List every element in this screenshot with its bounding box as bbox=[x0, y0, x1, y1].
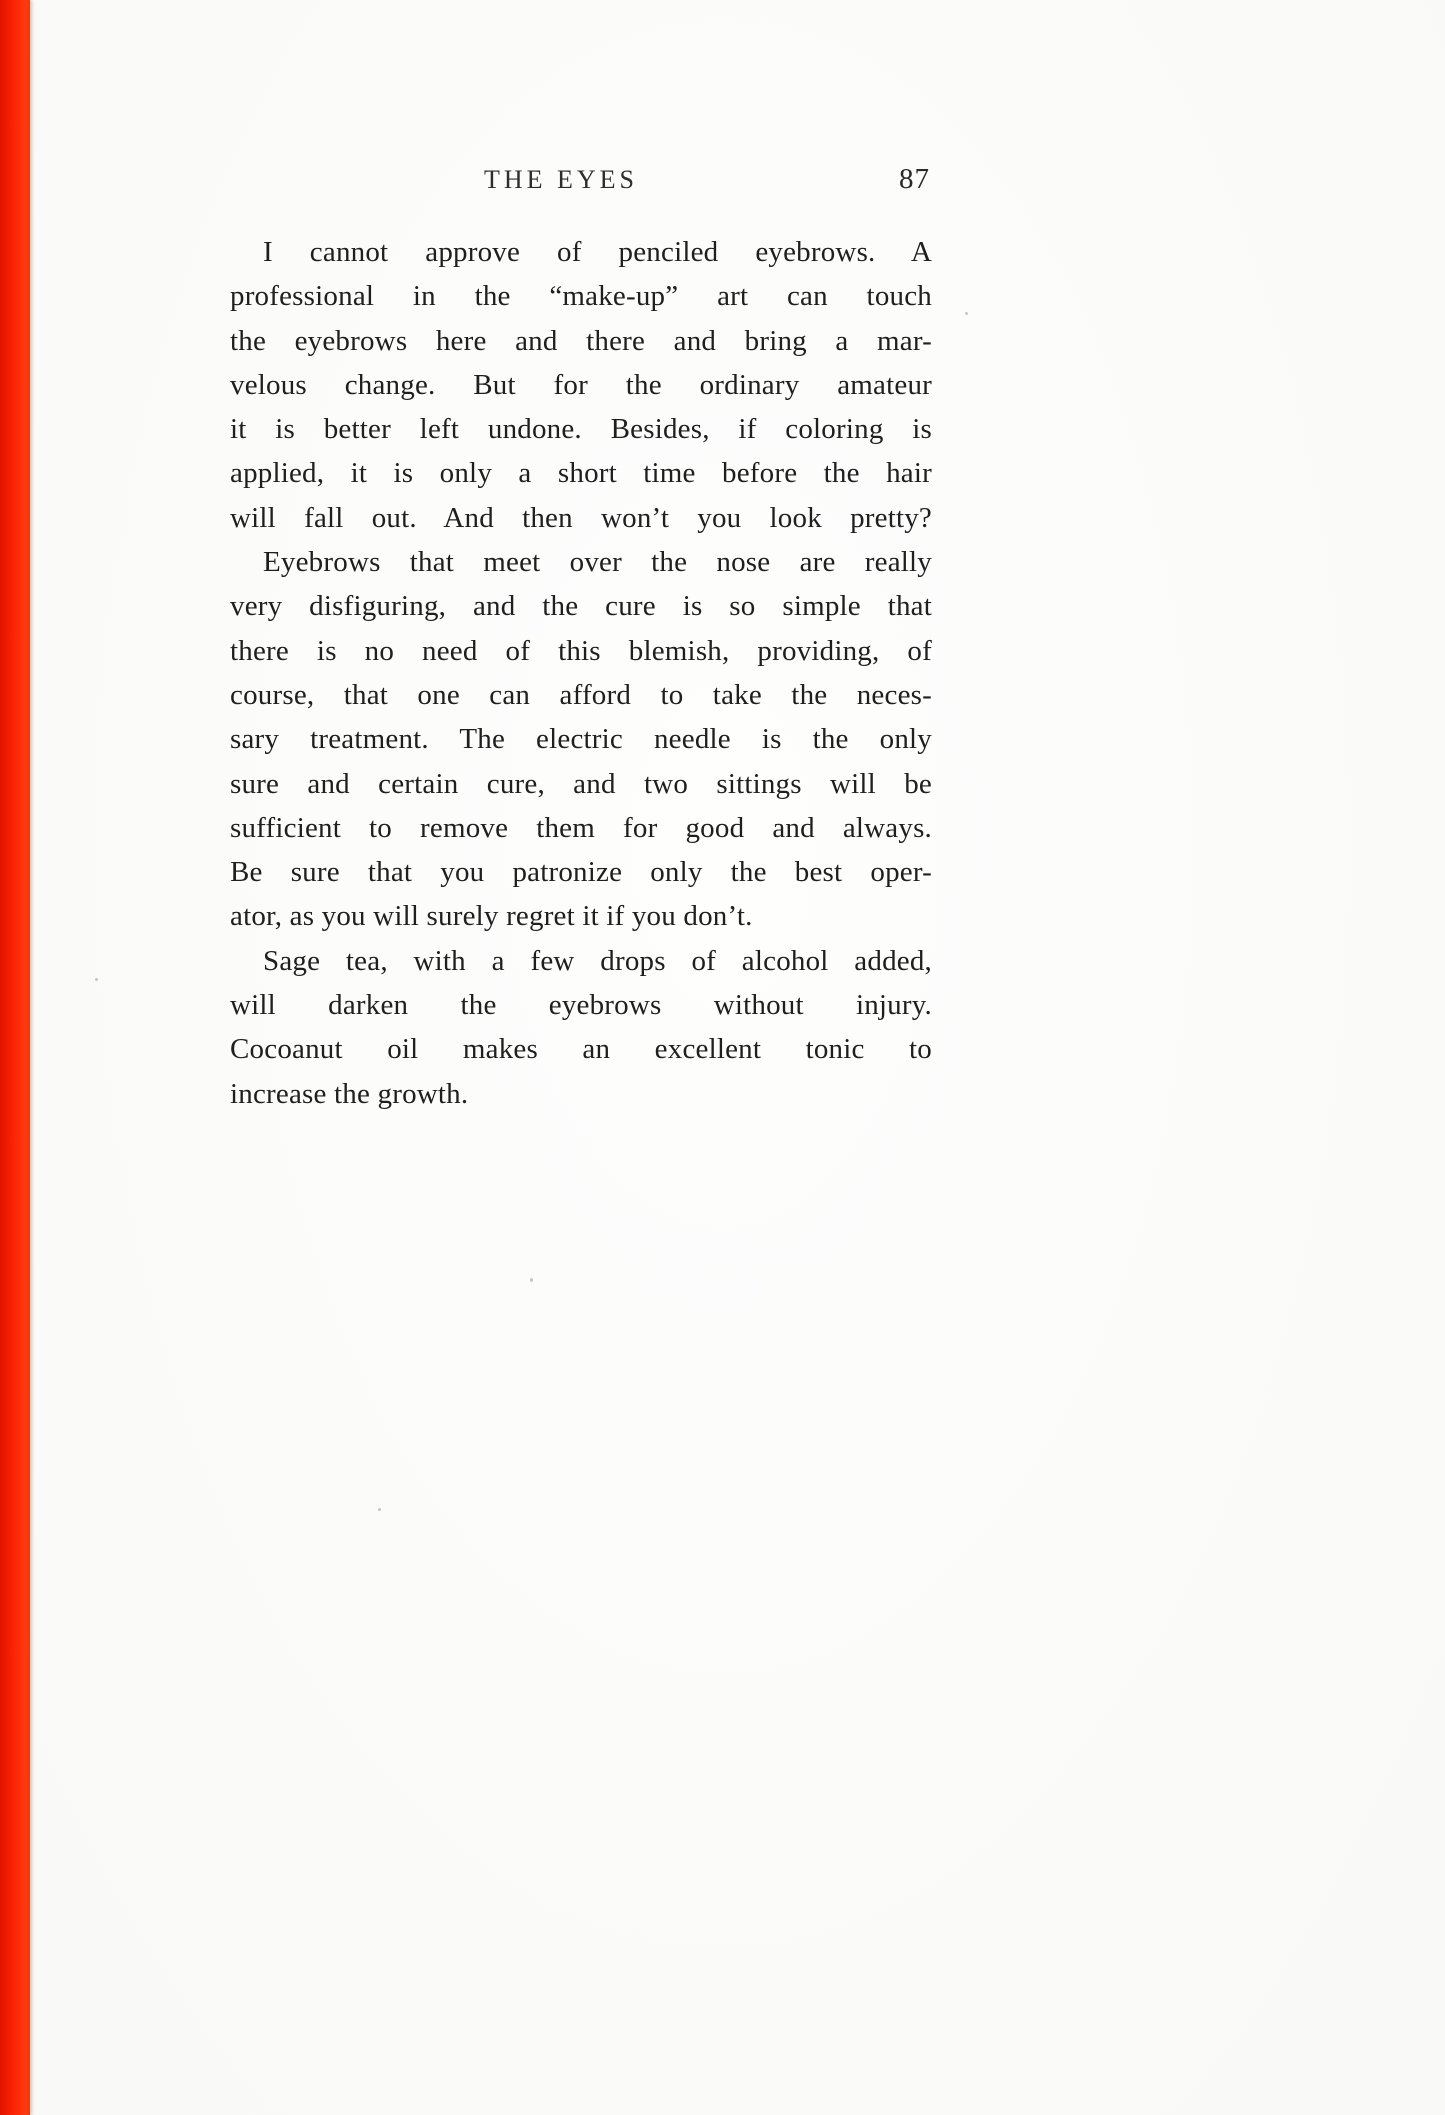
text-line: Cocoanut oil makes an excellent tonic to bbox=[230, 1033, 932, 1066]
text-line: sary treatment. The electric needle is the only bbox=[230, 723, 932, 756]
text-line: increase the growth. bbox=[230, 1077, 469, 1110]
scan-speck bbox=[965, 312, 968, 315]
text-line: Be sure that you patronize only the best oper- bbox=[230, 856, 932, 889]
text-line: sure and certain cure, and two sittings will be bbox=[230, 767, 932, 800]
paragraph bbox=[230, 540, 932, 939]
text-line: the eyebrows here and there and bring a mar- bbox=[230, 324, 932, 357]
running-head-title: THE EYES bbox=[483, 165, 639, 194]
scan-speck bbox=[530, 1278, 533, 1282]
text-line: will darken the eyebrows without injury. bbox=[230, 989, 932, 1022]
text-line: velous change. But for the ordinary amateur bbox=[230, 368, 932, 401]
text-line: ator, as you will surely regret it if you don’t. bbox=[230, 900, 753, 933]
text-line: very disfiguring, and the cure is so simple that bbox=[230, 590, 932, 623]
text-line: sufficient to remove them for good and always. bbox=[230, 811, 932, 844]
scan-speck bbox=[378, 1508, 381, 1511]
text-line: it is better left undone. Besides, if coloring is bbox=[230, 413, 932, 446]
paragraph bbox=[230, 939, 932, 1116]
text-line: course, that one can afford to take the neces- bbox=[230, 678, 932, 711]
text-line: I cannot approve of penciled eyebrows. A bbox=[263, 236, 932, 268]
text-line: there is no need of this blemish, providing, of bbox=[230, 634, 932, 667]
page-body bbox=[230, 230, 932, 1116]
page-header bbox=[230, 163, 932, 205]
page-number: 87 bbox=[899, 163, 930, 195]
scan-speck bbox=[95, 978, 98, 981]
text-line: Sage tea, with a few drops of alcohol added, bbox=[263, 944, 932, 977]
text-line: applied, it is only a short time before the hair bbox=[230, 457, 932, 490]
paragraph bbox=[230, 230, 932, 540]
scan-edge-artifact bbox=[0, 0, 30, 2115]
text-line: will fall out. And then won’t you look pretty? bbox=[230, 501, 932, 534]
text-line: Eyebrows that meet over the nose are really bbox=[263, 546, 932, 579]
text-line: professional in the “make-up” art can touch bbox=[230, 280, 932, 313]
